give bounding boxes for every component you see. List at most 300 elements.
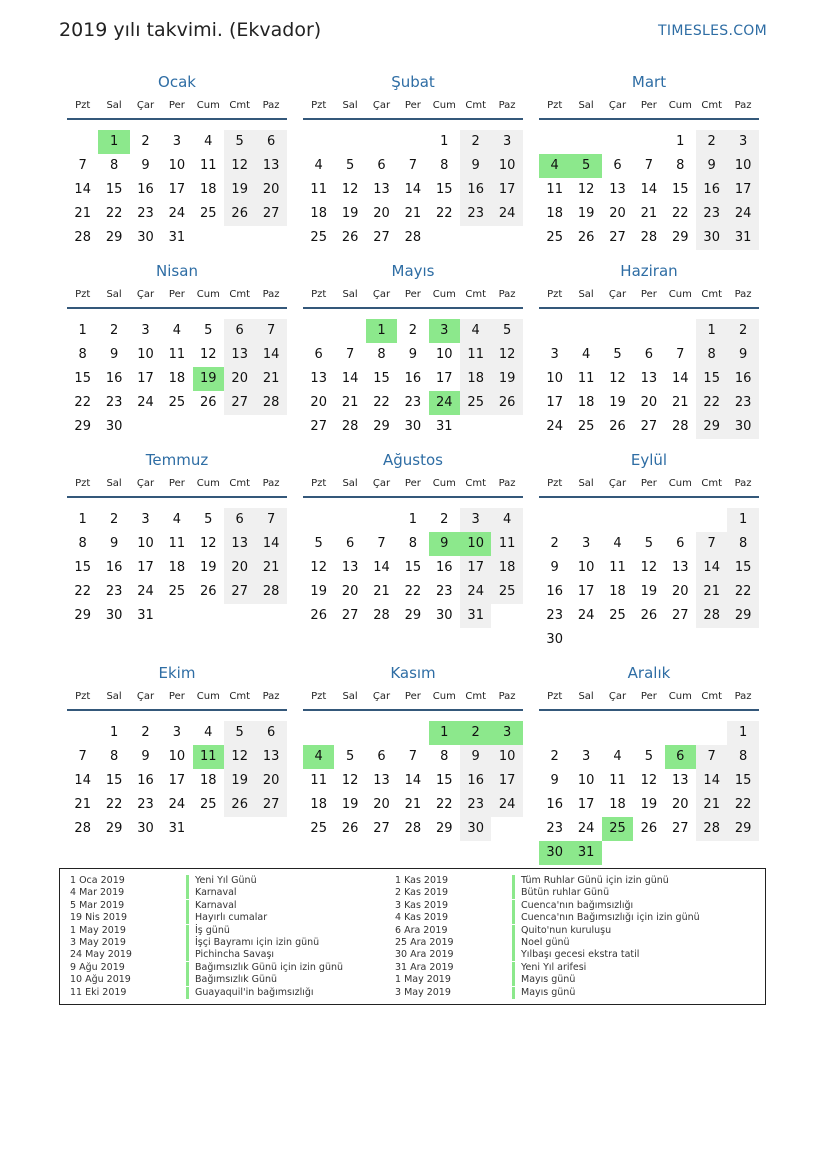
calendar-day[interactable]: 29 xyxy=(696,415,727,439)
calendar-day[interactable]: 29 xyxy=(404,608,422,623)
calendar-day[interactable]: 8 xyxy=(440,749,449,764)
holiday-day[interactable]: 5 xyxy=(570,154,601,178)
calendar-day[interactable]: 27 xyxy=(310,419,327,434)
calendar-day[interactable]: 18 xyxy=(200,773,217,788)
calendar-day[interactable]: 20 xyxy=(224,367,255,391)
calendar-day[interactable]: 11 xyxy=(168,347,186,362)
calendar-day[interactable]: 10 xyxy=(137,536,154,551)
calendar-day[interactable]: 12 xyxy=(640,773,658,788)
holiday-day[interactable]: 9 xyxy=(429,532,460,556)
calendar-day[interactable]: 5 xyxy=(224,721,255,745)
calendar-day[interactable]: 25 xyxy=(546,230,563,245)
calendar-day[interactable]: 12 xyxy=(224,745,255,769)
calendar-day[interactable]: 15 xyxy=(727,556,758,580)
calendar-day[interactable]: 17 xyxy=(168,182,186,197)
calendar-day[interactable]: 24 xyxy=(727,202,758,226)
calendar-day[interactable]: 12 xyxy=(491,343,522,367)
calendar-day[interactable]: 23 xyxy=(460,793,491,817)
calendar-day[interactable]: 9 xyxy=(460,745,491,769)
calendar-day[interactable]: 30 xyxy=(105,608,123,623)
calendar-day[interactable]: 7 xyxy=(696,745,727,769)
calendar-day[interactable]: 10 xyxy=(436,347,453,362)
calendar-day[interactable]: 23 xyxy=(137,797,154,812)
calendar-day[interactable]: 18 xyxy=(460,367,491,391)
calendar-day[interactable]: 19 xyxy=(224,178,255,202)
calendar-day[interactable]: 15 xyxy=(696,367,727,391)
calendar-day[interactable]: 16 xyxy=(105,371,123,386)
calendar-day[interactable]: 11 xyxy=(491,532,522,556)
calendar-day[interactable]: 2 xyxy=(550,536,559,551)
calendar-day[interactable]: 11 xyxy=(168,536,186,551)
calendar-day[interactable]: 9 xyxy=(141,158,150,173)
calendar-day[interactable]: 12 xyxy=(609,371,626,386)
calendar-day[interactable]: 23 xyxy=(105,395,123,410)
calendar-day[interactable]: 13 xyxy=(672,560,689,575)
calendar-day[interactable]: 22 xyxy=(672,206,689,221)
calendar-day[interactable]: 29 xyxy=(74,608,91,623)
calendar-day[interactable]: 11 xyxy=(310,773,327,788)
calendar-day[interactable]: 23 xyxy=(436,584,453,599)
calendar-day[interactable]: 25 xyxy=(609,608,626,623)
calendar-day[interactable]: 12 xyxy=(200,347,217,362)
calendar-day[interactable]: 7 xyxy=(345,347,355,362)
calendar-day[interactable]: 19 xyxy=(341,206,359,221)
calendar-day[interactable]: 3 xyxy=(141,512,150,527)
calendar-day[interactable]: 21 xyxy=(404,797,422,812)
calendar-day[interactable]: 15 xyxy=(672,182,689,197)
calendar-day[interactable]: 21 xyxy=(255,367,286,391)
calendar-day[interactable]: 27 xyxy=(640,419,658,434)
calendar-day[interactable]: 25 xyxy=(310,230,327,245)
calendar-day[interactable]: 15 xyxy=(74,371,91,386)
calendar-day[interactable]: 21 xyxy=(672,395,689,410)
calendar-day[interactable]: 28 xyxy=(672,419,689,434)
calendar-day[interactable]: 20 xyxy=(672,584,689,599)
calendar-day[interactable]: 26 xyxy=(200,395,217,410)
calendar-day[interactable]: 30 xyxy=(546,632,563,647)
calendar-day[interactable]: 20 xyxy=(373,797,390,812)
calendar-day[interactable]: 13 xyxy=(373,182,390,197)
calendar-day[interactable]: 27 xyxy=(373,230,390,245)
calendar-day[interactable]: 22 xyxy=(74,395,91,410)
calendar-day[interactable]: 7 xyxy=(408,158,418,173)
calendar-day[interactable]: 20 xyxy=(224,556,255,580)
calendar-day[interactable]: 27 xyxy=(341,608,359,623)
calendar-day[interactable]: 19 xyxy=(310,584,327,599)
calendar-day[interactable]: 11 xyxy=(460,343,491,367)
calendar-day[interactable]: 18 xyxy=(491,556,522,580)
calendar-day[interactable]: 11 xyxy=(609,773,626,788)
calendar-day[interactable]: 14 xyxy=(74,773,91,788)
calendar-day[interactable]: 17 xyxy=(491,769,522,793)
calendar-day[interactable]: 12 xyxy=(224,154,255,178)
calendar-day[interactable]: 10 xyxy=(546,371,563,386)
calendar-day[interactable]: 10 xyxy=(577,773,595,788)
calendar-day[interactable]: 18 xyxy=(310,206,327,221)
calendar-day[interactable]: 2 xyxy=(550,749,559,764)
calendar-day[interactable]: 13 xyxy=(640,371,658,386)
holiday-day[interactable]: 31 xyxy=(570,841,601,865)
calendar-day[interactable]: 5 xyxy=(491,319,522,343)
calendar-day[interactable]: 4 xyxy=(613,749,622,764)
calendar-day[interactable]: 30 xyxy=(137,230,154,245)
holiday-day[interactable]: 25 xyxy=(602,817,633,841)
calendar-day[interactable]: 26 xyxy=(224,202,255,226)
calendar-day[interactable]: 10 xyxy=(491,154,522,178)
calendar-day[interactable]: 28 xyxy=(696,604,727,628)
calendar-day[interactable]: 23 xyxy=(137,206,154,221)
calendar-day[interactable]: 7 xyxy=(78,158,87,173)
calendar-day[interactable]: 3 xyxy=(172,725,182,740)
calendar-day[interactable]: 16 xyxy=(696,178,727,202)
calendar-day[interactable]: 3 xyxy=(172,134,182,149)
calendar-day[interactable]: 24 xyxy=(577,608,595,623)
calendar-day[interactable]: 9 xyxy=(550,773,559,788)
calendar-day[interactable]: 30 xyxy=(137,821,154,836)
calendar-day[interactable]: 1 xyxy=(408,512,418,527)
calendar-day[interactable]: 27 xyxy=(609,230,626,245)
calendar-day[interactable]: 2 xyxy=(440,512,449,527)
calendar-day[interactable]: 6 xyxy=(255,721,286,745)
calendar-day[interactable]: 8 xyxy=(696,343,727,367)
calendar-day[interactable]: 24 xyxy=(546,419,563,434)
calendar-day[interactable]: 20 xyxy=(255,178,286,202)
calendar-day[interactable]: 29 xyxy=(672,230,689,245)
calendar-day[interactable]: 9 xyxy=(141,749,150,764)
calendar-day[interactable]: 11 xyxy=(546,182,563,197)
calendar-day[interactable]: 14 xyxy=(341,371,359,386)
calendar-day[interactable]: 26 xyxy=(491,391,522,415)
calendar-day[interactable]: 5 xyxy=(613,347,622,362)
calendar-day[interactable]: 25 xyxy=(310,821,327,836)
calendar-day[interactable]: 20 xyxy=(310,395,327,410)
calendar-day[interactable]: 30 xyxy=(436,608,453,623)
calendar-day[interactable]: 13 xyxy=(255,745,286,769)
calendar-day[interactable]: 16 xyxy=(137,182,154,197)
calendar-day[interactable]: 6 xyxy=(224,319,255,343)
calendar-day[interactable]: 17 xyxy=(137,560,154,575)
calendar-day[interactable]: 28 xyxy=(373,608,390,623)
calendar-day[interactable]: 21 xyxy=(696,793,727,817)
calendar-day[interactable]: 20 xyxy=(255,769,286,793)
calendar-day[interactable]: 3 xyxy=(581,536,591,551)
calendar-day[interactable]: 22 xyxy=(727,580,758,604)
calendar-day[interactable]: 14 xyxy=(696,769,727,793)
calendar-day[interactable]: 27 xyxy=(224,391,255,415)
calendar-day[interactable]: 11 xyxy=(200,158,217,173)
calendar-day[interactable]: 1 xyxy=(676,134,685,149)
calendar-day[interactable]: 18 xyxy=(310,797,327,812)
calendar-day[interactable]: 23 xyxy=(460,202,491,226)
calendar-day[interactable]: 18 xyxy=(609,797,626,812)
calendar-day[interactable]: 3 xyxy=(550,347,559,362)
holiday-day[interactable]: 2 xyxy=(460,721,491,745)
calendar-day[interactable]: 1 xyxy=(696,319,727,343)
calendar-day[interactable]: 22 xyxy=(696,391,727,415)
calendar-day[interactable]: 5 xyxy=(644,536,654,551)
calendar-day[interactable]: 7 xyxy=(255,508,286,532)
holiday-day[interactable]: 1 xyxy=(429,721,460,745)
calendar-day[interactable]: 22 xyxy=(727,793,758,817)
calendar-day[interactable]: 10 xyxy=(168,158,186,173)
calendar-day[interactable]: 4 xyxy=(491,508,522,532)
calendar-day[interactable]: 29 xyxy=(105,821,123,836)
calendar-day[interactable]: 23 xyxy=(696,202,727,226)
calendar-day[interactable]: 9 xyxy=(109,347,119,362)
calendar-day[interactable]: 3 xyxy=(141,323,150,338)
calendar-day[interactable]: 19 xyxy=(224,769,255,793)
calendar-day[interactable]: 12 xyxy=(577,182,595,197)
calendar-day[interactable]: 20 xyxy=(672,797,689,812)
calendar-day[interactable]: 25 xyxy=(577,419,595,434)
calendar-day[interactable]: 10 xyxy=(727,154,758,178)
brand-logo[interactable]: TIMESLES.COM xyxy=(658,23,767,39)
calendar-day[interactable]: 23 xyxy=(546,821,563,836)
holiday-day[interactable]: 3 xyxy=(429,319,460,343)
calendar-day[interactable]: 7 xyxy=(377,536,386,551)
calendar-day[interactable]: 30 xyxy=(105,419,123,434)
calendar-day[interactable]: 1 xyxy=(440,134,449,149)
calendar-day[interactable]: 26 xyxy=(609,419,626,434)
calendar-day[interactable]: 9 xyxy=(408,347,418,362)
calendar-day[interactable]: 17 xyxy=(460,556,491,580)
calendar-day[interactable]: 24 xyxy=(137,395,154,410)
calendar-day[interactable]: 16 xyxy=(105,560,123,575)
calendar-day[interactable]: 30 xyxy=(696,226,727,250)
calendar-day[interactable]: 3 xyxy=(460,508,491,532)
calendar-day[interactable]: 26 xyxy=(200,584,217,599)
calendar-day[interactable]: 29 xyxy=(436,821,453,836)
calendar-day[interactable]: 19 xyxy=(341,797,359,812)
calendar-day[interactable]: 10 xyxy=(491,745,522,769)
calendar-day[interactable]: 27 xyxy=(672,608,689,623)
calendar-day[interactable]: 2 xyxy=(727,319,758,343)
calendar-day[interactable]: 28 xyxy=(341,419,359,434)
calendar-day[interactable]: 8 xyxy=(109,158,119,173)
calendar-day[interactable]: 25 xyxy=(168,395,186,410)
calendar-day[interactable]: 29 xyxy=(105,230,123,245)
calendar-day[interactable]: 6 xyxy=(224,508,255,532)
calendar-day[interactable]: 13 xyxy=(341,560,359,575)
calendar-day[interactable]: 26 xyxy=(224,793,255,817)
calendar-day[interactable]: 30 xyxy=(460,817,491,841)
calendar-day[interactable]: 17 xyxy=(577,584,595,599)
calendar-day[interactable]: 27 xyxy=(224,580,255,604)
holiday-day[interactable]: 4 xyxy=(303,745,334,769)
calendar-day[interactable]: 14 xyxy=(672,371,689,386)
calendar-day[interactable]: 21 xyxy=(74,797,91,812)
calendar-day[interactable]: 6 xyxy=(377,158,386,173)
calendar-day[interactable]: 7 xyxy=(78,749,87,764)
calendar-day[interactable]: 16 xyxy=(546,584,563,599)
calendar-day[interactable]: 31 xyxy=(727,226,758,250)
calendar-day[interactable]: 26 xyxy=(341,230,359,245)
calendar-day[interactable]: 2 xyxy=(141,725,150,740)
calendar-day[interactable]: 18 xyxy=(168,560,186,575)
holiday-day[interactable]: 3 xyxy=(491,721,522,745)
calendar-day[interactable]: 24 xyxy=(137,584,154,599)
calendar-day[interactable]: 25 xyxy=(200,206,217,221)
calendar-day[interactable]: 22 xyxy=(436,797,453,812)
calendar-day[interactable]: 2 xyxy=(141,134,150,149)
calendar-day[interactable]: 20 xyxy=(373,206,390,221)
calendar-day[interactable]: 14 xyxy=(74,182,91,197)
calendar-day[interactable]: 13 xyxy=(255,154,286,178)
calendar-day[interactable]: 18 xyxy=(546,206,563,221)
calendar-day[interactable]: 5 xyxy=(224,130,255,154)
calendar-day[interactable]: 21 xyxy=(373,584,390,599)
calendar-day[interactable]: 8 xyxy=(727,532,758,556)
calendar-day[interactable]: 22 xyxy=(404,584,422,599)
calendar-day[interactable]: 15 xyxy=(727,769,758,793)
calendar-day[interactable]: 19 xyxy=(640,584,658,599)
calendar-day[interactable]: 17 xyxy=(436,371,453,386)
calendar-day[interactable]: 14 xyxy=(373,560,390,575)
calendar-day[interactable]: 17 xyxy=(168,773,186,788)
calendar-day[interactable]: 15 xyxy=(404,560,422,575)
calendar-day[interactable]: 19 xyxy=(640,797,658,812)
calendar-day[interactable]: 1 xyxy=(727,508,758,532)
holiday-day[interactable]: 1 xyxy=(366,319,397,343)
calendar-day[interactable]: 11 xyxy=(577,371,595,386)
calendar-day[interactable]: 3 xyxy=(581,749,591,764)
calendar-day[interactable]: 24 xyxy=(168,797,186,812)
calendar-day[interactable]: 16 xyxy=(546,797,563,812)
calendar-day[interactable]: 9 xyxy=(550,560,559,575)
holiday-day[interactable]: 6 xyxy=(665,745,696,769)
calendar-day[interactable]: 16 xyxy=(404,371,422,386)
calendar-day[interactable]: 27 xyxy=(255,202,286,226)
calendar-day[interactable]: 25 xyxy=(200,797,217,812)
calendar-day[interactable]: 29 xyxy=(74,419,91,434)
calendar-day[interactable]: 18 xyxy=(168,371,186,386)
calendar-day[interactable]: 2 xyxy=(408,323,418,338)
calendar-day[interactable]: 14 xyxy=(255,532,286,556)
calendar-day[interactable]: 15 xyxy=(105,182,123,197)
calendar-day[interactable]: 18 xyxy=(609,584,626,599)
calendar-day[interactable]: 18 xyxy=(200,182,217,197)
calendar-day[interactable]: 8 xyxy=(109,749,119,764)
calendar-day[interactable]: 30 xyxy=(404,419,422,434)
calendar-day[interactable]: 21 xyxy=(74,206,91,221)
calendar-day[interactable]: 2 xyxy=(109,323,119,338)
calendar-day[interactable]: 16 xyxy=(727,367,758,391)
calendar-day[interactable]: 14 xyxy=(404,182,422,197)
calendar-day[interactable]: 2 xyxy=(696,130,727,154)
calendar-day[interactable]: 1 xyxy=(727,721,758,745)
calendar-day[interactable]: 17 xyxy=(727,178,758,202)
holiday-day[interactable]: 1 xyxy=(98,130,129,154)
calendar-day[interactable]: 14 xyxy=(255,343,286,367)
calendar-day[interactable]: 8 xyxy=(78,536,87,551)
calendar-day[interactable]: 12 xyxy=(200,536,217,551)
calendar-day[interactable]: 27 xyxy=(255,793,286,817)
calendar-day[interactable]: 12 xyxy=(640,560,658,575)
calendar-day[interactable]: 15 xyxy=(373,371,390,386)
holiday-day[interactable]: 30 xyxy=(539,841,570,865)
calendar-day[interactable]: 1 xyxy=(78,512,87,527)
calendar-day[interactable]: 4 xyxy=(204,725,213,740)
calendar-day[interactable]: 14 xyxy=(640,182,658,197)
holiday-day[interactable]: 10 xyxy=(460,532,491,556)
calendar-day[interactable]: 7 xyxy=(255,319,286,343)
calendar-day[interactable]: 22 xyxy=(105,206,123,221)
calendar-day[interactable]: 23 xyxy=(404,395,422,410)
calendar-day[interactable]: 11 xyxy=(310,182,327,197)
calendar-day[interactable]: 28 xyxy=(640,230,658,245)
calendar-day[interactable]: 31 xyxy=(460,604,491,628)
calendar-day[interactable]: 22 xyxy=(105,797,123,812)
calendar-day[interactable]: 26 xyxy=(310,608,327,623)
calendar-day[interactable]: 13 xyxy=(224,343,255,367)
calendar-day[interactable]: 12 xyxy=(341,773,359,788)
calendar-day[interactable]: 6 xyxy=(377,749,386,764)
calendar-day[interactable]: 21 xyxy=(404,206,422,221)
calendar-day[interactable]: 16 xyxy=(460,769,491,793)
calendar-day[interactable]: 24 xyxy=(460,580,491,604)
calendar-day[interactable]: 26 xyxy=(640,821,658,836)
calendar-day[interactable]: 7 xyxy=(696,532,727,556)
calendar-day[interactable]: 7 xyxy=(644,158,654,173)
holiday-day[interactable]: 11 xyxy=(193,745,224,769)
calendar-day[interactable]: 27 xyxy=(672,821,689,836)
calendar-day[interactable]: 28 xyxy=(74,821,91,836)
calendar-day[interactable]: 31 xyxy=(168,230,186,245)
calendar-day[interactable]: 7 xyxy=(676,347,685,362)
calendar-day[interactable]: 20 xyxy=(640,395,658,410)
calendar-day[interactable]: 23 xyxy=(105,584,123,599)
calendar-day[interactable]: 24 xyxy=(577,821,595,836)
calendar-day[interactable]: 5 xyxy=(204,323,213,338)
calendar-day[interactable]: 23 xyxy=(727,391,758,415)
calendar-day[interactable]: 17 xyxy=(577,797,595,812)
calendar-day[interactable]: 6 xyxy=(314,347,323,362)
holiday-day[interactable]: 24 xyxy=(429,391,460,415)
calendar-day[interactable]: 31 xyxy=(436,419,453,434)
calendar-day[interactable]: 22 xyxy=(373,395,390,410)
calendar-day[interactable]: 18 xyxy=(577,395,595,410)
calendar-day[interactable]: 26 xyxy=(640,608,658,623)
calendar-day[interactable]: 28 xyxy=(255,580,286,604)
calendar-day[interactable]: 5 xyxy=(345,749,355,764)
calendar-day[interactable]: 22 xyxy=(436,206,453,221)
calendar-day[interactable]: 5 xyxy=(314,536,323,551)
calendar-day[interactable]: 17 xyxy=(137,371,154,386)
calendar-day[interactable]: 15 xyxy=(74,560,91,575)
calendar-day[interactable]: 12 xyxy=(310,560,327,575)
calendar-day[interactable]: 2 xyxy=(109,512,119,527)
calendar-day[interactable]: 5 xyxy=(644,749,654,764)
calendar-day[interactable]: 24 xyxy=(168,206,186,221)
calendar-day[interactable]: 8 xyxy=(408,536,418,551)
calendar-day[interactable]: 17 xyxy=(546,395,563,410)
calendar-day[interactable]: 14 xyxy=(696,556,727,580)
calendar-day[interactable]: 4 xyxy=(581,347,591,362)
calendar-day[interactable]: 31 xyxy=(137,608,154,623)
calendar-day[interactable]: 5 xyxy=(204,512,213,527)
calendar-day[interactable]: 24 xyxy=(491,202,522,226)
calendar-day[interactable]: 7 xyxy=(408,749,418,764)
calendar-day[interactable]: 3 xyxy=(491,130,522,154)
calendar-day[interactable]: 6 xyxy=(676,536,685,551)
calendar-day[interactable]: 9 xyxy=(727,343,758,367)
calendar-day[interactable]: 12 xyxy=(341,182,359,197)
calendar-day[interactable]: 25 xyxy=(491,580,522,604)
calendar-day[interactable]: 16 xyxy=(460,178,491,202)
calendar-day[interactable]: 29 xyxy=(373,419,390,434)
calendar-day[interactable]: 28 xyxy=(404,230,422,245)
calendar-day[interactable]: 13 xyxy=(672,773,689,788)
